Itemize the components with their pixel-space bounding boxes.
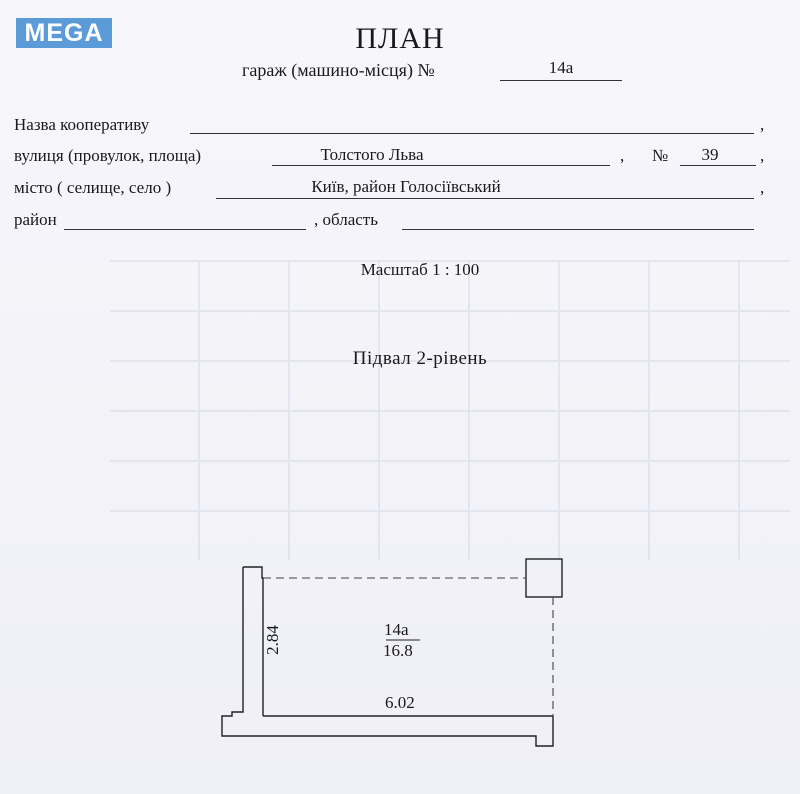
bottom-wall-outer	[262, 716, 553, 746]
region-label: , область	[314, 210, 378, 229]
left-wall-inner	[243, 567, 263, 716]
street-label: вулиця (провулок, площа)	[14, 146, 202, 165]
coop-comma: ,	[760, 115, 765, 134]
width-dimension: 6.02	[385, 693, 415, 712]
room-area: 16.8	[383, 641, 413, 660]
scale-text: Масштаб 1 : 100	[360, 260, 480, 279]
height-dimension: 2.84	[262, 625, 282, 655]
pillar	[526, 559, 562, 597]
city-value: Київ, район Голосіївський	[311, 177, 501, 196]
level-text: Підвал 2-рівень	[352, 348, 488, 369]
house-no-label: №	[652, 146, 669, 165]
coop-label: Назва кооперативу	[14, 115, 150, 134]
garage-number-value: 14а	[548, 58, 574, 77]
district-label: район	[14, 210, 57, 229]
subtitle-prefix: гараж (машино-місця) №	[242, 60, 435, 80]
house-no-comma: ,	[760, 146, 765, 165]
left-wall-outer	[222, 567, 262, 736]
room-number: 14а	[384, 620, 409, 639]
city-comma: ,	[760, 178, 765, 197]
mega-logo: MEGA	[16, 18, 112, 48]
street-value: Толстого Льва	[320, 145, 424, 164]
city-label: місто ( селище, село )	[14, 178, 172, 197]
house-no-value: 39	[701, 145, 719, 164]
street-comma: ,	[620, 146, 625, 165]
document-title: ПЛАН	[355, 22, 445, 55]
